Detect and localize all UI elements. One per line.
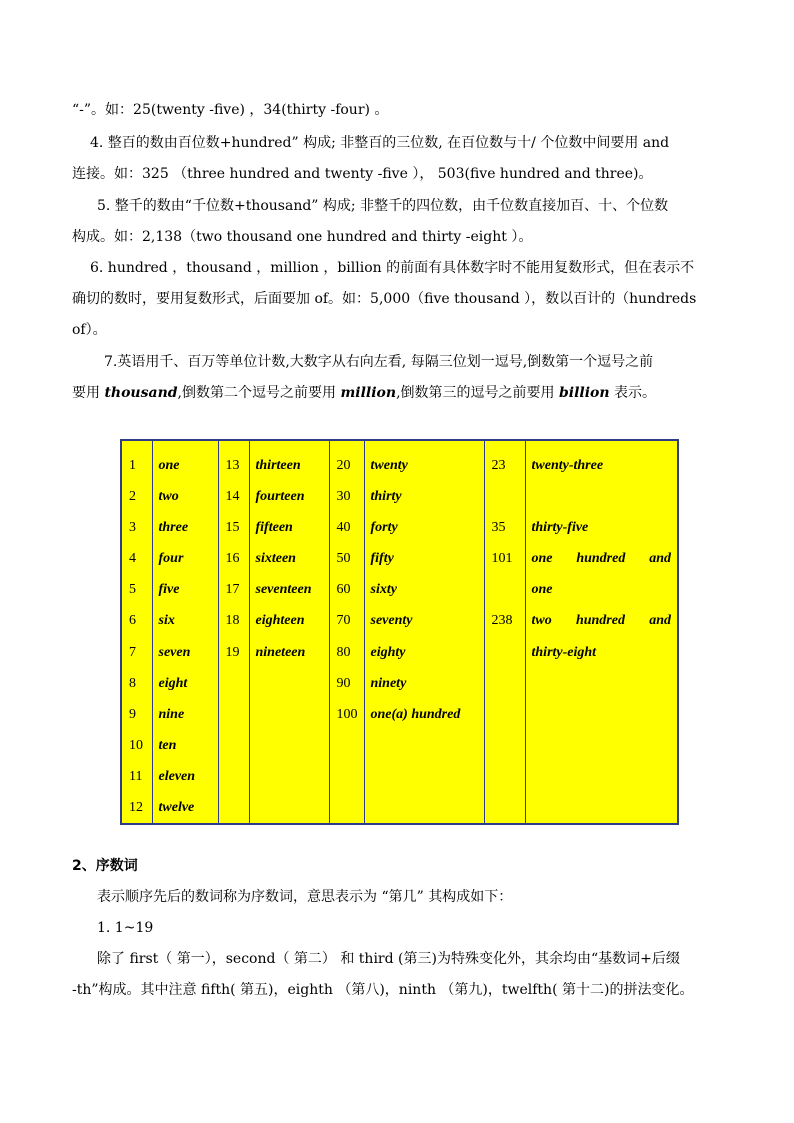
section-2-paragraph-line1: 除了 first（ 第一），second（ 第二） 和 third (第三)为特殊变化外，其余均由“基数词+后缀 [97, 951, 680, 967]
table-cell-word: eleven [158, 768, 196, 784]
table-cell-number: 35 [491, 520, 506, 536]
table-cell-number: 9 [129, 706, 136, 722]
table-cell-word: seven [158, 644, 191, 660]
table-cell-word: ninety [370, 675, 407, 691]
section-2-paragraph-line2: -th”构成。其中注意 fifth( 第五)，eighth （第八)，ninth （第九)，twelfth( 第十二)的拼法变化。 [72, 982, 694, 998]
section-2-heading: 2、序数词 [72, 858, 138, 874]
rule-7-text-part1: 要用 [72, 385, 105, 401]
table-col-words-1-12 [152, 440, 218, 824]
table-cell-word: thirteen [255, 458, 301, 473]
table-cell-number: 14 [225, 489, 240, 505]
table-cell-number: 10 [129, 737, 143, 753]
paragraph-rule-4-line1: 4. 整百的数由百位数+hundred” 构成; 非整百的三位数, 在百位数与十/ 个位数中间要用 and [90, 135, 670, 151]
table-cell-word: seventy [370, 613, 413, 629]
table-cell-word: one [158, 458, 180, 473]
table-cell-word: fifteen [255, 520, 293, 536]
table-cell-number: 238 [491, 613, 513, 629]
table-cell-word: three [158, 520, 189, 536]
table-cell-number: 20 [336, 458, 351, 473]
table-cell-word: thirty-five [531, 520, 589, 536]
table-cell-word: fourteen [255, 489, 305, 505]
paragraph-rule-5-line2: 构成。如：2,138（two thousand one hundred and thirty -eight ）。 [72, 229, 533, 245]
table-cell-word: one hundred and [531, 551, 671, 567]
table-cell-number: 50 [336, 551, 351, 567]
table-cell-word: nine [158, 706, 185, 722]
paragraph-rule-6-line1: 6. hundred ，thousand ，million ，billion 的前面有具体数字时不能用复数形式，但在表示不 [90, 260, 695, 276]
table-cell-word: twelve [158, 800, 195, 816]
table-col-words-compound [525, 440, 678, 824]
paragraph-hyphen-rule: “-”。如：25(twenty -five) ，34(thirty -four) 。 [72, 102, 389, 118]
table-cell-word: one(a) hundred [370, 706, 461, 722]
table-cell-word: two hundred and [531, 613, 671, 629]
table-cell-word: fifty [370, 551, 394, 567]
table-col-words-13-19 [249, 440, 329, 824]
table-cell-word: six [158, 613, 175, 629]
table-cell-word: sixteen [255, 551, 296, 567]
keyword-billion: billion [558, 385, 610, 401]
table-cell-number: 17 [225, 582, 240, 598]
table-cell-word: eighteen [255, 613, 305, 629]
section-2-intro: 表示顺序先后的数词称为序数词，意思表示为 “第几” 其构成如下： [97, 889, 513, 905]
section-2-item-1: 1. 1~19 [97, 920, 154, 936]
paragraph-rule-6-line3: of）。 [72, 322, 107, 338]
table-cell-word: five [158, 582, 180, 598]
table-cell-word: nineteen [255, 644, 306, 660]
table-cell-number: 90 [336, 675, 351, 691]
paragraph-rule-4-line2: 连接。如：325 （three hundred and twenty -five ）， 503(five hundred and three)。 [72, 166, 653, 182]
table-cell-word: twenty-three [531, 458, 604, 473]
rule-7-text-part2: ,倒数第二个逗号之前要用 [177, 385, 341, 401]
table-cell-word: thirty [370, 489, 402, 505]
table-cell-word: seventeen [255, 582, 312, 598]
table-cell-word: sixty [370, 582, 397, 598]
table-cell-word: eight [158, 675, 188, 691]
keyword-thousand: thousand [104, 385, 178, 401]
table-cell-number: 15 [225, 520, 240, 536]
table-cell-word: two [158, 489, 179, 505]
table-col-numbers-tens [329, 440, 364, 824]
table-cell-number: 5 [129, 582, 136, 598]
table-cell-number: 1 [129, 458, 136, 473]
rule-7-text-part3: ,倒数第三的逗号之前要用 [396, 385, 559, 401]
table-col-numbers-13-19 [218, 440, 249, 824]
table-cell-number: 4 [129, 551, 136, 567]
table-cell-word: forty [370, 520, 398, 536]
table-col-words-tens [364, 440, 484, 824]
table-cell-number: 23 [491, 458, 506, 473]
table-cell-number: 2 [129, 489, 136, 505]
table-cell-number: 16 [225, 551, 240, 567]
table-cell-number: 3 [129, 520, 136, 536]
table-cell-number: 40 [336, 520, 351, 536]
table-cell-number: 19 [225, 644, 240, 660]
cardinal-number-table [120, 439, 679, 825]
rule-7-text-part4: 表示。 [609, 385, 657, 401]
table-cell-number: 101 [491, 551, 513, 567]
table-cell-word: eighty [370, 644, 406, 660]
table-col-numbers-1-12 [121, 440, 152, 824]
table-cell-word: one [531, 582, 553, 598]
table-cell-number: 11 [129, 768, 143, 784]
table-cell-word: four [158, 551, 184, 567]
table-cell-number: 80 [336, 644, 351, 660]
table-cell-number: 7 [129, 644, 136, 660]
paragraph-rule-6-line2: 确切的数时，要用复数形式，后面要加 of。如：5,000（five thousand ），数以百计的（hundreds [72, 291, 697, 307]
table-col-numbers-compound [484, 440, 525, 824]
keyword-million: million [340, 385, 397, 401]
table-cell-number: 30 [336, 489, 351, 505]
table-cell-number: 13 [225, 458, 240, 473]
table-cell-number: 60 [336, 582, 351, 598]
table-cell-word: twenty [370, 458, 408, 473]
table-cell-number: 70 [336, 613, 351, 629]
table-cell-number: 6 [129, 613, 136, 629]
table-cell-number: 18 [225, 613, 240, 629]
table-cell-number: 12 [129, 800, 143, 816]
table-cell-number: 8 [129, 675, 136, 691]
table-cell-number: 100 [336, 706, 358, 722]
table-cell-word: ten [158, 737, 177, 753]
paragraph-rule-7-line2 [72, 384, 656, 402]
table-cell-word: thirty-eight [531, 644, 597, 660]
paragraph-rule-5-line1: 5. 整千的数由“千位数+thousand” 构成; 非整千的四位数，由千位数直接加百、十、个位数 [97, 198, 669, 214]
paragraph-rule-7-line1: 7.英语用千、百万等单位计数,大数字从右向左看, 每隔三位划一逗号,倒数第一个逗号之前 [104, 354, 654, 370]
